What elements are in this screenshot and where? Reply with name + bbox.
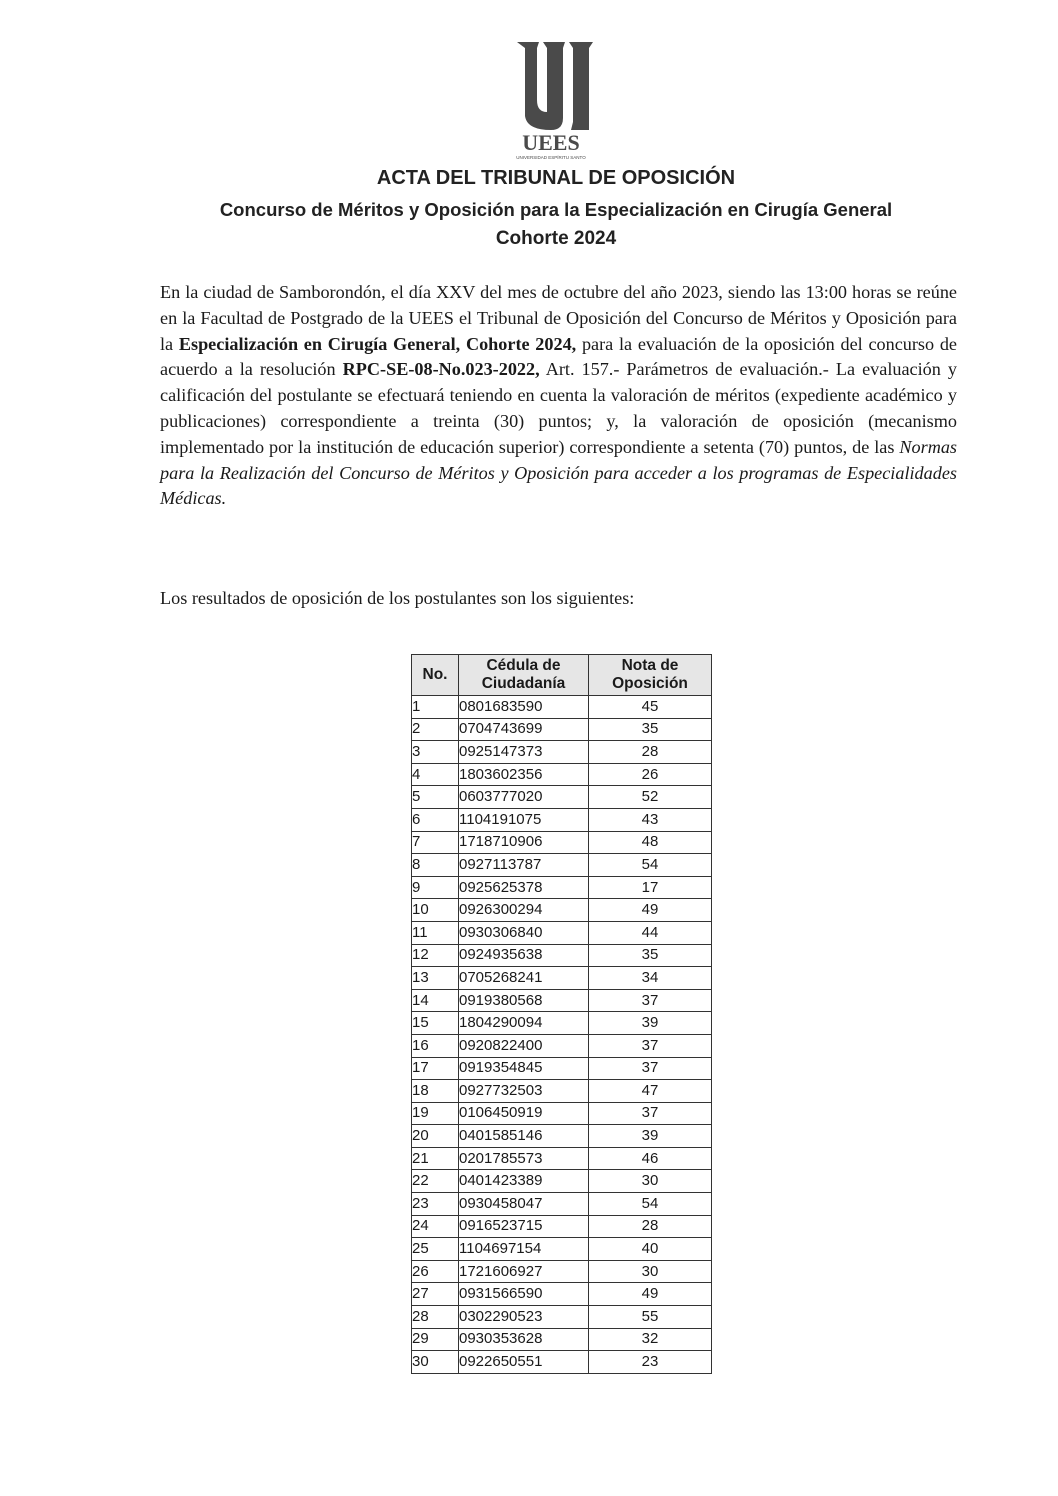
uees-logo: [503, 36, 613, 161]
nota-cell: 49: [589, 1283, 712, 1306]
row-number: 12: [412, 944, 459, 967]
cedula-cell: 0930306840: [459, 921, 589, 944]
nota-cell: 35: [589, 718, 712, 741]
row-number: 9: [412, 876, 459, 899]
cedula-cell: 0801683590: [459, 696, 589, 719]
row-number: 21: [412, 1147, 459, 1170]
nota-cell: 35: [589, 944, 712, 967]
row-number: 20: [412, 1125, 459, 1148]
row-number: 10: [412, 899, 459, 922]
nota-cell: 44: [589, 921, 712, 944]
row-number: 18: [412, 1080, 459, 1103]
table-row: [412, 831, 712, 854]
nota-cell: 55: [589, 1306, 712, 1329]
row-number: 19: [412, 1102, 459, 1125]
table-row: [412, 944, 712, 967]
table-row: [412, 696, 712, 719]
cedula-cell: 0930458047: [459, 1193, 589, 1216]
nota-cell: 34: [589, 967, 712, 990]
table-row: [412, 1170, 712, 1193]
results-table: [411, 654, 712, 1374]
cedula-cell: 0603777020: [459, 786, 589, 809]
cedula-cell: 1718710906: [459, 831, 589, 854]
nota-cell: 49: [589, 899, 712, 922]
cedula-cell: 0705268241: [459, 967, 589, 990]
cedula-cell: 0930353628: [459, 1328, 589, 1351]
table-row: [412, 876, 712, 899]
nota-cell: 40: [589, 1238, 712, 1261]
nota-cell: 47: [589, 1080, 712, 1103]
row-number: 1: [412, 696, 459, 719]
cedula-cell: 0931566590: [459, 1283, 589, 1306]
table-row: [412, 1260, 712, 1283]
table-row: [412, 1328, 712, 1351]
cedula-cell: 0201785573: [459, 1147, 589, 1170]
table-row: [412, 1125, 712, 1148]
document-subtitle: Concurso de Méritos y Oposición para la Especialización en Cirugía General: [219, 199, 893, 220]
cedula-cell: 1721606927: [459, 1260, 589, 1283]
row-number: 22: [412, 1170, 459, 1193]
nota-cell: 30: [589, 1170, 712, 1193]
table-row: [412, 786, 712, 809]
cedula-cell: 0401423389: [459, 1170, 589, 1193]
row-number: 29: [412, 1328, 459, 1351]
nota-cell: 28: [589, 1215, 712, 1238]
nota-cell: 26: [589, 763, 712, 786]
row-number: 23: [412, 1193, 459, 1216]
cedula-cell: 0919380568: [459, 989, 589, 1012]
nota-cell: 39: [589, 1125, 712, 1148]
table-row: [412, 1351, 712, 1374]
row-number: 25: [412, 1238, 459, 1261]
cedula-cell: 1804290094: [459, 1012, 589, 1035]
nota-cell: 32: [589, 1328, 712, 1351]
paragraph-text-c: Art. 157.- Parámetros de evaluación.- La evaluación y calificación del postulante se efectuará teniendo en cuenta la valoración de méritos (expediente académico y publicaciones) correspondiente a treinta (30) puntos; y, la valoración de oposición (mecanismo implementado por la institución de educación superior) correspondiente a setenta (70) puntos, de las: [160, 359, 957, 457]
header-no: No.: [412, 655, 459, 696]
document-title: ACTA DEL TRIBUNAL DE OPOSICIÓN: [376, 167, 736, 189]
table-row: [412, 1238, 712, 1261]
uees-logo-mark: [503, 36, 613, 161]
logo-subtitle: UNIVERSIDAD ESPÍRITU SANTO: [516, 155, 586, 160]
nota-cell: 17: [589, 876, 712, 899]
nota-cell: 37: [589, 1102, 712, 1125]
table-row: [412, 921, 712, 944]
cedula-cell: 0924935638: [459, 944, 589, 967]
cedula-cell: 0401585146: [459, 1125, 589, 1148]
logo-text: UEES: [522, 130, 580, 155]
row-number: 30: [412, 1351, 459, 1374]
table-row: [412, 854, 712, 877]
table-row: [412, 718, 712, 741]
row-number: 8: [412, 854, 459, 877]
table-row: [412, 1102, 712, 1125]
nota-cell: 37: [589, 1034, 712, 1057]
nota-cell: 54: [589, 1193, 712, 1216]
row-number: 5: [412, 786, 459, 809]
cedula-cell: 1104697154: [459, 1238, 589, 1261]
row-number: 4: [412, 763, 459, 786]
row-number: 15: [412, 1012, 459, 1035]
row-number: 3: [412, 741, 459, 764]
table-row: [412, 1147, 712, 1170]
table-row: [412, 763, 712, 786]
cedula-cell: 0925147373: [459, 741, 589, 764]
header-cedula: Cédula de Ciudadanía: [459, 655, 589, 696]
cedula-cell: 0704743699: [459, 718, 589, 741]
paragraph-bold-resolution: RPC-SE-08-No.023-2022,: [342, 359, 540, 380]
table-row: [412, 1057, 712, 1080]
nota-cell: 45: [589, 696, 712, 719]
nota-cell: 37: [589, 989, 712, 1012]
table-row: [412, 1193, 712, 1216]
row-number: 2: [412, 718, 459, 741]
nota-cell: 46: [589, 1147, 712, 1170]
cedula-cell: 0916523715: [459, 1215, 589, 1238]
main-paragraph: [160, 280, 957, 512]
nota-cell: 23: [589, 1351, 712, 1374]
cedula-cell: 0927113787: [459, 854, 589, 877]
nota-cell: 48: [589, 831, 712, 854]
document-cohort: Cohorte 2024: [495, 228, 617, 249]
nota-cell: 28: [589, 741, 712, 764]
table-row: [412, 1034, 712, 1057]
row-number: 13: [412, 967, 459, 990]
nota-cell: 54: [589, 854, 712, 877]
cedula-cell: 0106450919: [459, 1102, 589, 1125]
paragraph-italic-norms: Normas para la Realización del Concurso de Méritos y Oposición para acceder a los programas de Especialidades Médicas.: [160, 436, 957, 509]
cedula-cell: 0927732503: [459, 1080, 589, 1103]
nota-cell: 37: [589, 1057, 712, 1080]
paragraph-bold-program: Especialización en Cirugía General, Cohorte 2024,: [178, 333, 577, 354]
row-number: 26: [412, 1260, 459, 1283]
row-number: 14: [412, 989, 459, 1012]
row-number: 6: [412, 808, 459, 831]
table-row: [412, 989, 712, 1012]
header-nota: Nota de Oposición: [589, 655, 712, 696]
row-number: 24: [412, 1215, 459, 1238]
table-row: [412, 808, 712, 831]
table-row: [412, 1215, 712, 1238]
cedula-cell: 0919354845: [459, 1057, 589, 1080]
row-number: 11: [412, 921, 459, 944]
cedula-cell: 0925625378: [459, 876, 589, 899]
paragraph-text-b: para la evaluación de la oposición del concurso de acuerdo a la resolución: [160, 333, 957, 380]
cedula-cell: 1104191075: [459, 808, 589, 831]
table-row: [412, 1283, 712, 1306]
row-number: 28: [412, 1306, 459, 1329]
table-row: [412, 1080, 712, 1103]
cedula-cell: 0926300294: [459, 899, 589, 922]
nota-cell: 39: [589, 1012, 712, 1035]
nota-cell: 30: [589, 1260, 712, 1283]
row-number: 17: [412, 1057, 459, 1080]
results-intro: Los resultados de oposición de los postulantes son los siguientes:: [160, 588, 635, 608]
paragraph-text-a: En la ciudad de Samborondón, el día XXV del mes de octubre del año 2023, siendo las 13:00 horas se reúne en la Facultad de Postgrado de la UEES el Tribunal de Oposición del Concurso de Méritos y Oposición para la: [160, 282, 957, 354]
table-row: [412, 967, 712, 990]
row-number: 7: [412, 831, 459, 854]
row-number: 16: [412, 1034, 459, 1057]
table-row: [412, 1012, 712, 1035]
cedula-cell: 0922650551: [459, 1351, 589, 1374]
cedula-cell: 0920822400: [459, 1034, 589, 1057]
table-row: [412, 1306, 712, 1329]
results-header-row: [412, 655, 712, 696]
row-number: 27: [412, 1283, 459, 1306]
cedula-cell: 1803602356: [459, 763, 589, 786]
table-row: [412, 741, 712, 764]
cedula-cell: 0302290523: [459, 1306, 589, 1329]
nota-cell: 52: [589, 786, 712, 809]
nota-cell: 43: [589, 808, 712, 831]
table-row: [412, 899, 712, 922]
